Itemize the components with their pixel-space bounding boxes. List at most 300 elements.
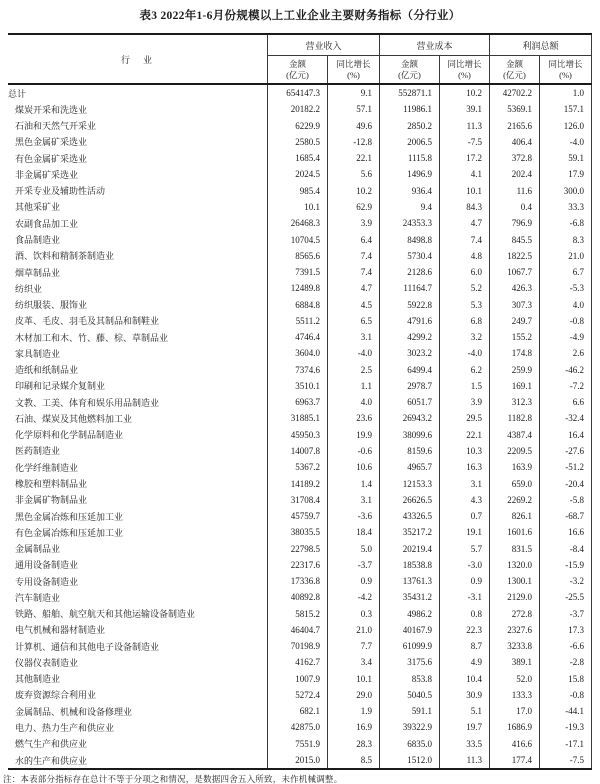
revenue-growth: -4.2 [328,589,380,605]
profit-amount: 416.6 [490,736,540,752]
profit-amount: 389.1 [490,654,540,670]
revenue-growth: 21.0 [328,622,380,638]
revenue-amount: 45759.7 [268,508,328,524]
cost-growth: 0.7 [440,508,490,524]
revenue-growth: 62.9 [328,199,380,215]
industry-name: 金属制品业 [8,540,268,556]
cost-amount: 40167.9 [380,622,440,638]
table-row [8,85,592,101]
revenue-amount: 17336.8 [268,573,328,589]
col-header-industry: 行 业 [8,35,268,83]
cost-growth: 39.1 [440,101,490,117]
revenue-growth: 7.4 [328,248,380,264]
industry-name: 汽车制造业 [8,589,268,605]
profit-growth: 21.0 [540,248,592,264]
industry-name: 水的生产和供应业 [8,752,268,768]
revenue-amount: 985.4 [268,183,328,199]
cost-growth: 0.8 [440,606,490,622]
table-row [8,329,592,345]
profit-amount: 4387.4 [490,427,540,443]
profit-growth: 300.0 [540,183,592,199]
industry-name: 木材加工和木、竹、藤、棕、草制品业 [8,329,268,345]
cost-growth: 10.4 [440,671,490,687]
industry-name: 非金属矿采选业 [8,166,268,182]
industry-name: 煤炭开采和洗选业 [8,101,268,117]
table-row [8,378,592,394]
cost-amount: 2850.2 [380,118,440,134]
revenue-growth: 4.7 [328,280,380,296]
profit-amount: 169.1 [490,378,540,394]
revenue-amount: 40892.8 [268,589,328,605]
revenue-growth: 22.1 [328,150,380,166]
cost-growth: 30.9 [440,687,490,703]
table-row [8,248,592,264]
cost-growth: 1.5 [440,378,490,394]
cost-amount: 853.8 [380,671,440,687]
profit-amount: 133.3 [490,687,540,703]
revenue-amount: 8565.6 [268,248,328,264]
revenue-growth: 5.0 [328,540,380,556]
profit-growth: 126.0 [540,118,592,134]
profit-amount: 3233.8 [490,638,540,654]
revenue-amount: 7391.5 [268,264,328,280]
industry-name: 计算机、通信和其他电子设备制造业 [8,638,268,654]
table-row [8,622,592,638]
cost-growth: -3.1 [440,589,490,605]
cost-amount: 3023.2 [380,345,440,361]
profit-growth: 17.3 [540,622,592,638]
profit-growth: 4.0 [540,296,592,312]
cost-amount: 20219.4 [380,540,440,556]
revenue-amount: 7374.6 [268,362,328,378]
sub-header-line: 金额 [288,58,306,69]
profit-growth: -2.8 [540,654,592,670]
cost-amount: 35217.2 [380,524,440,540]
revenue-growth: 3.1 [328,492,380,508]
revenue-growth: 3.1 [328,329,380,345]
cost-amount: 8498.8 [380,231,440,247]
cost-amount: 2128.6 [380,264,440,280]
revenue-amount: 3604.0 [268,345,328,361]
col-header-profit-growth [540,56,592,83]
revenue-growth: 23.6 [328,410,380,426]
profit-amount: 163.9 [490,459,540,475]
profit-growth: -3.2 [540,573,592,589]
cost-growth: 5.3 [440,296,490,312]
revenue-growth: 8.5 [328,752,380,768]
profit-growth: -5.8 [540,492,592,508]
industry-name: 电力、热力生产和供应业 [8,719,268,735]
cost-amount: 5040.5 [380,687,440,703]
profit-growth: 157.1 [540,101,592,117]
cost-amount: 6051.7 [380,394,440,410]
cost-growth: 3.2 [440,329,490,345]
revenue-amount: 26468.3 [268,215,328,231]
industry-name: 农副食品加工业 [8,215,268,231]
col-header-cost-growth [440,56,490,83]
industry-name: 非金属矿物制品业 [8,492,268,508]
sub-header-line: 同比增长 [548,58,583,69]
cost-amount: 1115.8 [380,150,440,166]
table-row [8,427,592,443]
footnote: 注：本表部分指标存在总计不等于分项之和情况，是数据四舍五入所致，未作机械调整。 [3,774,343,784]
sub-header-line: (亿元) [286,69,309,80]
cost-amount: 1512.0 [380,752,440,768]
revenue-growth: 1.9 [328,703,380,719]
revenue-growth: 28.3 [328,736,380,752]
table-row [8,410,592,426]
table-row [8,134,592,150]
profit-amount: 826.1 [490,508,540,524]
revenue-amount: 31708.4 [268,492,328,508]
cost-amount: 9.4 [380,199,440,215]
revenue-amount: 5511.2 [268,313,328,329]
table-row [8,231,592,247]
profit-growth: -3.7 [540,606,592,622]
table-row [8,638,592,654]
revenue-amount: 31885.1 [268,410,328,426]
profit-growth: 15.8 [540,671,592,687]
cost-growth: 11.3 [440,752,490,768]
cost-growth: 4.9 [440,654,490,670]
profit-amount: 2129.0 [490,589,540,605]
cost-amount: 552871.1 [380,85,440,101]
table-row [8,150,592,166]
revenue-amount: 3510.1 [268,378,328,394]
profit-growth: 16.6 [540,524,592,540]
revenue-amount: 42875.0 [268,719,328,735]
revenue-amount: 14189.2 [268,475,328,491]
cost-amount: 35431.2 [380,589,440,605]
table-row [8,118,592,134]
cost-amount: 24353.3 [380,215,440,231]
cost-growth: 6.0 [440,264,490,280]
table-row [8,703,592,719]
cost-growth: 22.3 [440,622,490,638]
revenue-amount: 7551.9 [268,736,328,752]
profit-amount: 1300.1 [490,573,540,589]
profit-amount: 426.3 [490,280,540,296]
profit-growth: -8.4 [540,540,592,556]
table-row [8,215,592,231]
industry-name: 仪器仪表制造业 [8,654,268,670]
cost-amount: 591.1 [380,703,440,719]
revenue-growth: 7.4 [328,264,380,280]
profit-amount: 372.8 [490,150,540,166]
cost-growth: 7.4 [440,231,490,247]
cost-growth: 6.2 [440,362,490,378]
table-row [8,524,592,540]
profit-amount: 1067.7 [490,264,540,280]
industry-name: 通用设备制造业 [8,557,268,573]
industry-name: 纺织业 [8,280,268,296]
col-header-cost-amount [380,56,440,83]
cost-growth: 10.1 [440,183,490,199]
profit-growth: 8.3 [540,231,592,247]
table-row [8,540,592,556]
cost-growth: 84.3 [440,199,490,215]
profit-amount: 155.2 [490,329,540,345]
table-row [8,362,592,378]
profit-amount: 2269.2 [490,492,540,508]
profit-growth: 6.7 [540,264,592,280]
revenue-amount: 6229.9 [268,118,328,134]
profit-amount: 2209.5 [490,443,540,459]
sub-header-line: (%) [347,69,360,80]
table-row [8,459,592,475]
industry-name: 橡胶和塑料制品业 [8,475,268,491]
table-row [8,475,592,491]
cost-growth: 10.3 [440,443,490,459]
profit-growth: -32.4 [540,410,592,426]
profit-amount: 52.0 [490,671,540,687]
revenue-growth: 16.9 [328,719,380,735]
revenue-amount: 20182.2 [268,101,328,117]
revenue-growth: 0.9 [328,573,380,589]
industry-name: 烟草制品业 [8,264,268,280]
col-header-revenue-amount [268,56,328,83]
table-row [8,719,592,735]
industry-name: 家具制造业 [8,345,268,361]
revenue-amount: 5272.4 [268,687,328,703]
profit-growth: -68.7 [540,508,592,524]
industry-name: 废弃资源综合利用业 [8,687,268,703]
revenue-amount: 6884.8 [268,296,328,312]
cost-growth: 6.8 [440,313,490,329]
industry-name: 文教、工美、体育和娱乐用品制造业 [8,394,268,410]
cost-growth: -7.5 [440,134,490,150]
table-row [8,199,592,215]
profit-amount: 17.0 [490,703,540,719]
table-row [8,345,592,361]
profit-amount: 307.3 [490,296,540,312]
cost-growth: 4.8 [440,248,490,264]
industry-name: 总计 [8,85,268,101]
industry-name: 黑色金属冶炼和压延加工业 [8,508,268,524]
industry-name: 酒、饮料和精制茶制造业 [8,248,268,264]
industry-name: 医药制造业 [8,443,268,459]
revenue-amount: 4162.7 [268,654,328,670]
profit-amount: 659.0 [490,475,540,491]
profit-amount: 272.8 [490,606,540,622]
revenue-growth: -12.8 [328,134,380,150]
profit-growth: -51.2 [540,459,592,475]
profit-growth: 6.6 [540,394,592,410]
industry-name: 纺织服装、服饰业 [8,296,268,312]
profit-growth: -7.5 [540,752,592,768]
industry-name: 石油和天然气开采业 [8,118,268,134]
cost-amount: 4965.7 [380,459,440,475]
cost-growth: 4.7 [440,215,490,231]
industry-name: 开采专业及辅助性活动 [8,183,268,199]
cost-amount: 8159.6 [380,443,440,459]
cost-growth: 29.5 [440,410,490,426]
industry-name: 石油、煤炭及其他燃料加工业 [8,410,268,426]
revenue-growth: 4.0 [328,394,380,410]
profit-amount: 0.4 [490,199,540,215]
table-row [8,183,592,199]
profit-growth: 2.6 [540,345,592,361]
revenue-amount: 10.1 [268,199,328,215]
revenue-amount: 2580.5 [268,134,328,150]
cost-growth: -4.0 [440,345,490,361]
table-row [8,166,592,182]
profit-growth: -7.2 [540,378,592,394]
cost-growth: 0.9 [440,573,490,589]
profit-growth: -0.8 [540,687,592,703]
industry-name: 其他采矿业 [8,199,268,215]
profit-amount: 202.4 [490,166,540,182]
table-row [8,736,592,752]
profit-growth: 1.0 [540,85,592,101]
industry-name: 铁路、船舶、航空航天和其他运输设备制造业 [8,606,268,622]
profit-amount: 796.9 [490,215,540,231]
profit-amount: 5369.1 [490,101,540,117]
profit-growth: -4.9 [540,329,592,345]
profit-amount: 2165.6 [490,118,540,134]
table-header [8,33,592,85]
industry-name: 化学纤维制造业 [8,459,268,475]
revenue-amount: 22798.5 [268,540,328,556]
cost-amount: 39322.9 [380,719,440,735]
cost-amount: 12153.3 [380,475,440,491]
revenue-growth: -4.0 [328,345,380,361]
cost-growth: 5.2 [440,280,490,296]
cost-amount: 26943.2 [380,410,440,426]
profit-amount: 249.7 [490,313,540,329]
profit-growth: 59.1 [540,150,592,166]
profit-growth: -4.0 [540,134,592,150]
industry-name: 专用设备制造业 [8,573,268,589]
cost-amount: 11986.1 [380,101,440,117]
industry-name: 皮革、毛皮、羽毛及其制品和制鞋业 [8,313,268,329]
revenue-growth: 9.1 [328,85,380,101]
revenue-amount: 70198.9 [268,638,328,654]
cost-growth: 33.5 [440,736,490,752]
revenue-growth: 3.9 [328,215,380,231]
revenue-growth: 2.5 [328,362,380,378]
table-title: 表3 2022年1-6月份规模以上工业企业主要财务指标（分行业） [139,10,461,22]
col-header-revenue-growth [328,56,380,83]
revenue-growth: 7.7 [328,638,380,654]
revenue-amount: 5367.2 [268,459,328,475]
sub-header-line: (%) [559,69,572,80]
profit-amount: 1686.9 [490,719,540,735]
revenue-growth: 0.3 [328,606,380,622]
cost-growth: 3.9 [440,394,490,410]
table-row [8,589,592,605]
cost-amount: 61099.9 [380,638,440,654]
cost-amount: 5730.4 [380,248,440,264]
revenue-growth: 29.0 [328,687,380,703]
profit-growth: -27.6 [540,443,592,459]
revenue-growth: 1.1 [328,378,380,394]
industry-name: 其他制造业 [8,671,268,687]
profit-growth: -19.3 [540,719,592,735]
revenue-amount: 2015.0 [268,752,328,768]
cost-growth: 4.3 [440,492,490,508]
table-row [8,280,592,296]
cost-growth: 8.7 [440,638,490,654]
revenue-growth: 6.4 [328,231,380,247]
cost-growth: 10.2 [440,85,490,101]
profit-amount: 406.4 [490,134,540,150]
sub-header-line: 金额 [400,58,418,69]
cost-amount: 13761.3 [380,573,440,589]
financial-indicators-table [8,33,592,770]
cost-amount: 936.4 [380,183,440,199]
profit-amount: 2327.6 [490,622,540,638]
profit-growth: -6.6 [540,638,592,654]
table-row [8,557,592,573]
cost-growth: 5.1 [440,703,490,719]
profit-growth: -15.9 [540,557,592,573]
table-row [8,394,592,410]
profit-growth: -17.1 [540,736,592,752]
sub-header-line: (%) [458,69,471,80]
table-row [8,492,592,508]
profit-growth: -44.1 [540,703,592,719]
profit-growth: -5.3 [540,280,592,296]
revenue-growth: -0.6 [328,443,380,459]
revenue-growth: 10.2 [328,183,380,199]
revenue-growth: 5.6 [328,166,380,182]
revenue-amount: 12489.8 [268,280,328,296]
revenue-amount: 14007.8 [268,443,328,459]
profit-amount: 174.8 [490,345,540,361]
revenue-growth: 10.1 [328,671,380,687]
industry-name: 有色金属冶炼和压延加工业 [8,524,268,540]
profit-amount: 831.5 [490,540,540,556]
revenue-amount: 2024.5 [268,166,328,182]
table-row [8,101,592,117]
cost-amount: 3175.6 [380,654,440,670]
profit-growth: -25.5 [540,589,592,605]
profit-amount: 177.4 [490,752,540,768]
revenue-growth: 1.4 [328,475,380,491]
table-row [8,671,592,687]
industry-name: 有色金属矿采选业 [8,150,268,166]
cost-growth: 3.1 [440,475,490,491]
profit-growth: -20.4 [540,475,592,491]
cost-amount: 11164.7 [380,280,440,296]
profit-growth: 17.9 [540,166,592,182]
cost-growth: 22.1 [440,427,490,443]
cost-growth: 4.1 [440,166,490,182]
cost-amount: 26626.5 [380,492,440,508]
cost-amount: 4299.2 [380,329,440,345]
sub-header-line: (亿元) [398,69,421,80]
table-body [8,85,592,770]
revenue-growth: 10.6 [328,459,380,475]
industry-name: 食品制造业 [8,231,268,247]
sub-header-line: 同比增长 [447,58,482,69]
cost-amount: 5922.8 [380,296,440,312]
industry-name: 造纸和纸制品业 [8,362,268,378]
table-row [8,752,592,768]
revenue-amount: 46404.7 [268,622,328,638]
revenue-amount: 22317.6 [268,557,328,573]
profit-amount: 845.5 [490,231,540,247]
industry-name: 化学原料和化学制品制造业 [8,427,268,443]
cost-amount: 6499.4 [380,362,440,378]
cost-growth: 19.7 [440,719,490,735]
revenue-amount: 45950.3 [268,427,328,443]
revenue-growth: 57.1 [328,101,380,117]
revenue-amount: 5815.2 [268,606,328,622]
revenue-amount: 654147.3 [268,85,328,101]
revenue-growth: -3.7 [328,557,380,573]
